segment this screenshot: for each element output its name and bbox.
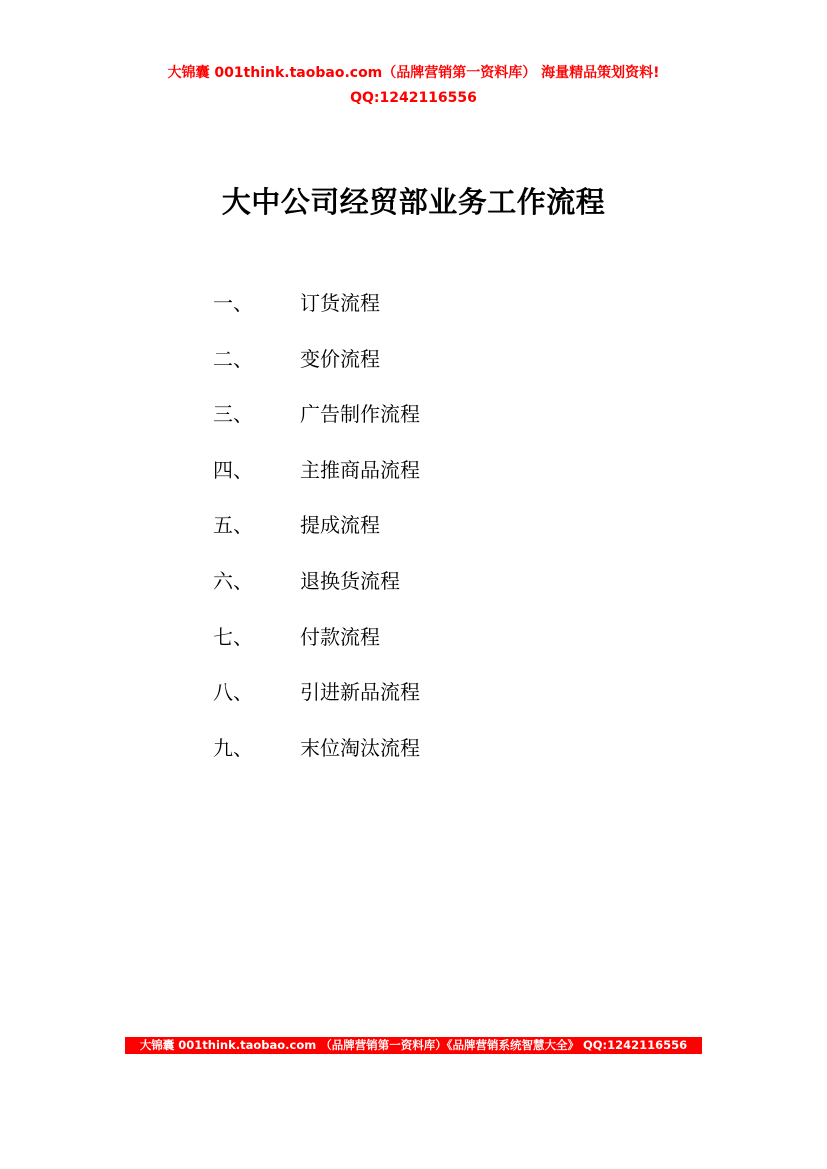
list-item-number: 五、 [213,513,253,538]
list-item-number: 七、 [213,624,253,649]
list-item-number: 四、 [213,457,253,482]
list-item [213,510,633,566]
list-item-number: 九、 [213,735,253,760]
list-item [213,399,633,455]
list-item [213,733,633,789]
list-item-number: 八、 [213,680,253,705]
list-item-label: 主推商品流程 [300,457,420,482]
list-item-label: 引进新品流程 [300,680,420,705]
list-item [213,344,633,400]
list-item-label: 末位淘汰流程 [300,735,420,760]
list-item-label: 付款流程 [300,624,380,649]
list-item-number: 二、 [213,346,253,371]
list-item [213,288,633,344]
list-item [213,622,633,678]
footer-banner: 大锦囊 001think.taobao.com （品牌营销第一资料库）《品牌营销系统智慧大全》 QQ:1242116556 [125,1037,702,1054]
document-title: 大中公司经贸部业务工作流程 [221,185,606,219]
list-item-label: 提成流程 [300,513,380,538]
header-qq-number: QQ:1242116556 [350,90,477,106]
process-list [213,288,633,788]
list-item-label: 订货流程 [300,291,380,315]
list-item-number: 六、 [213,568,253,593]
list-item-label: 退换货流程 [300,568,400,593]
header-banner-text: 大锦囊 001think.taobao.com（品牌营销第一资料库） 海量精品策划资料! [167,65,660,81]
list-item [213,677,633,733]
list-item [213,455,633,511]
list-item-label: 广告制作流程 [300,402,420,427]
list-item [213,566,633,622]
list-item-number: 三、 [213,402,253,427]
list-item-number: 一、 [213,291,253,315]
list-item-label: 变价流程 [300,346,380,371]
